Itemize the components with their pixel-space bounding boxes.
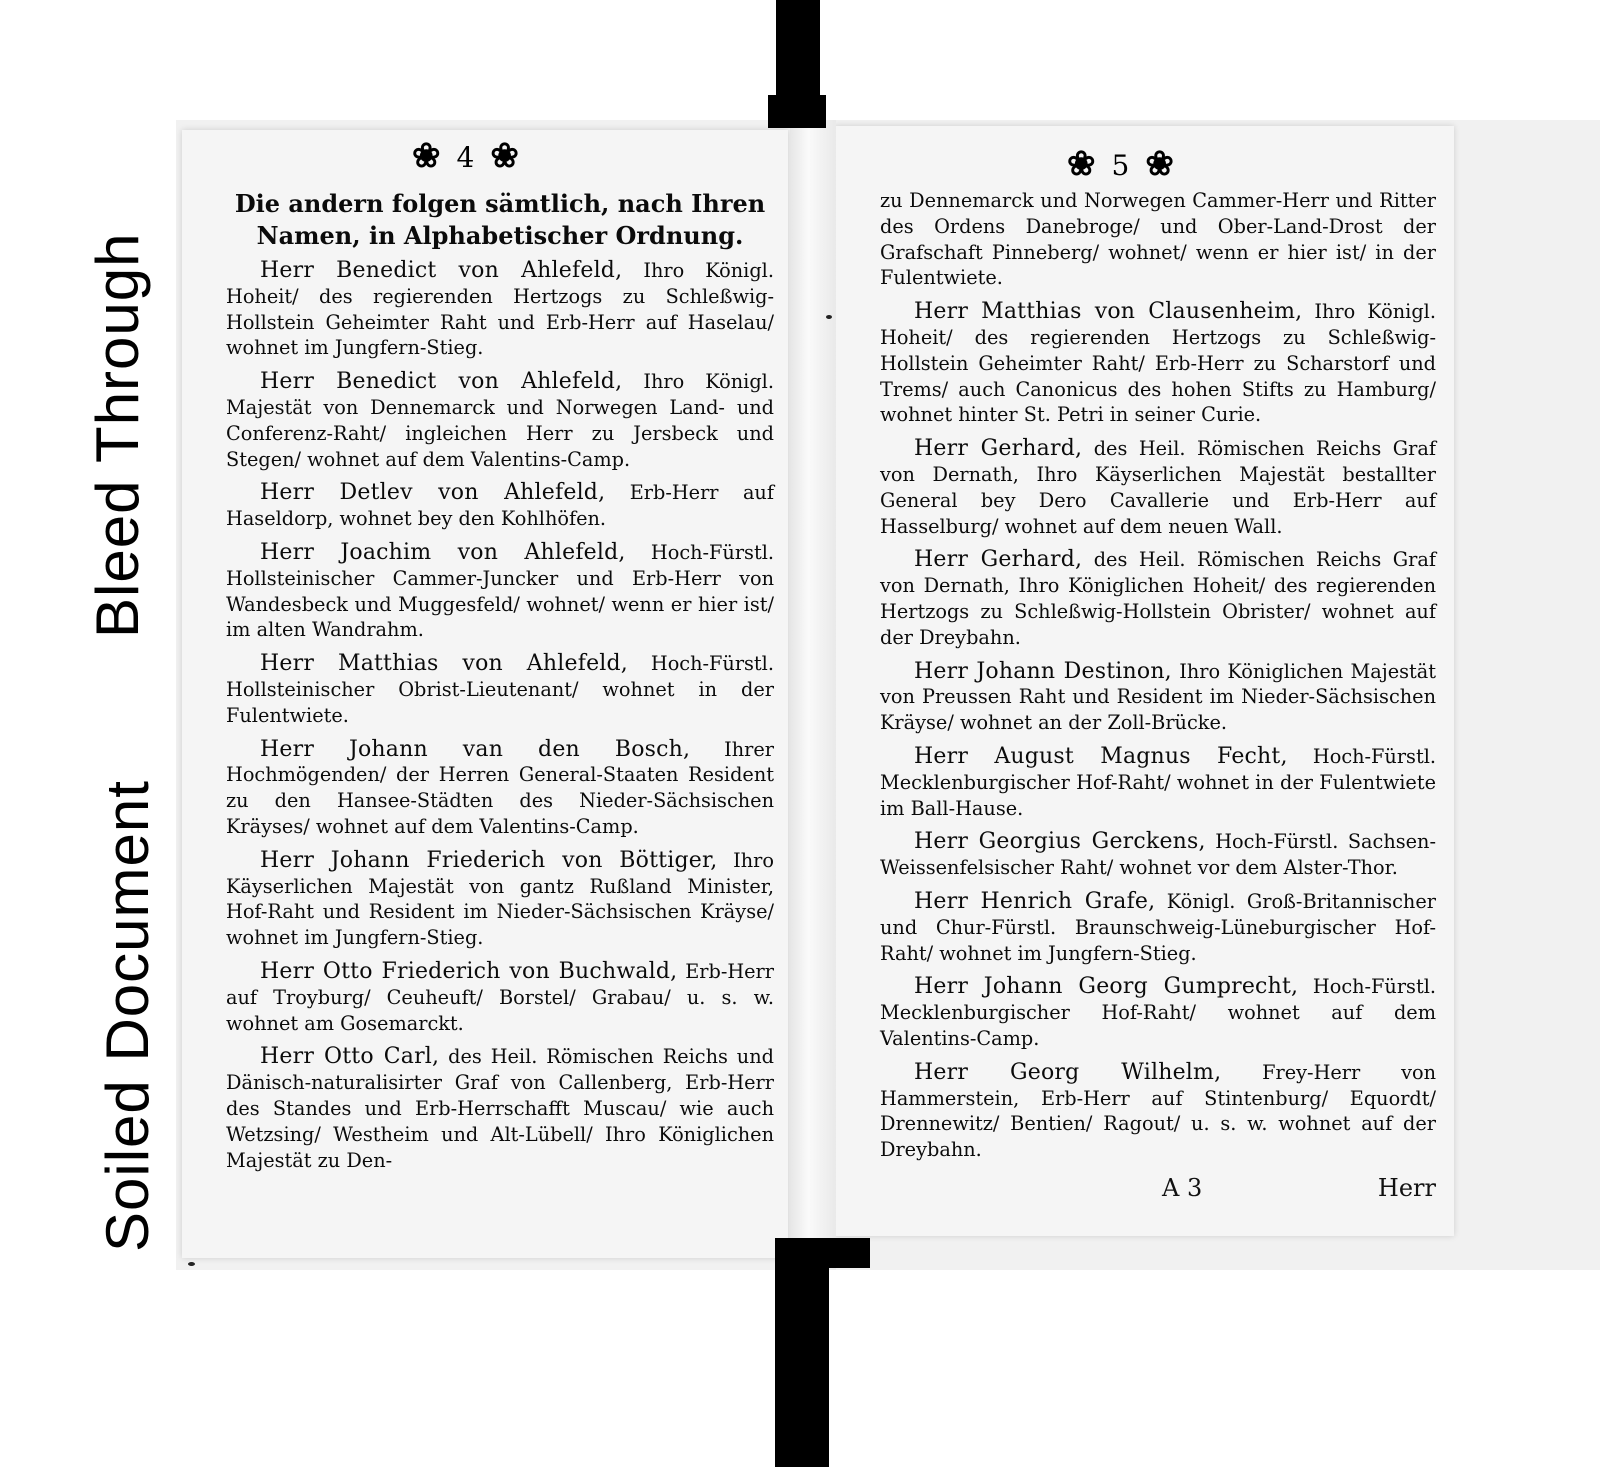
entry xyxy=(880,547,1436,650)
entry xyxy=(880,299,1436,428)
bleed-through-label: Bleed Through xyxy=(84,232,151,638)
entry-text: Hoch-Fürstl. Mecklenburgischer Hof-Raht/ wohnet auf dem Valentins-Camp. xyxy=(880,975,1436,1050)
entry-text: des Heil. Römischen Reichs und Dänisch-naturalisirter Graf von Callenberg, Erb-Herr des Standes und Erb-Herrschafft Muscau/ wie auch Wetzsing/ Westheim und Alt-Lübell/ Ihro Königlichen Majestät zu Den- xyxy=(226,1045,774,1172)
entry-name: Herr Johann Destinon, xyxy=(914,658,1172,684)
entry xyxy=(226,258,774,361)
entry-name: Herr Georg Wilhelm, xyxy=(914,1059,1222,1085)
entry xyxy=(226,480,774,532)
entry-text: Ihro Königlichen Majestät von Preussen Raht und Resident im Nieder-Sächsischen Kräyse/ wohnet an der Zoll-Brücke. xyxy=(880,659,1436,735)
entry-name: Herr Otto Friederich von Buchwald, xyxy=(260,958,678,984)
entry-text: Ihro Käyserlichen Majestät von gantz Rußland Minister, Hof-Raht und Resident im Nieder-Sächsischen Kräyse/ wohnet im Jungfern-Stieg. xyxy=(226,848,774,950)
left-page-text xyxy=(226,188,774,1181)
entry xyxy=(226,959,774,1036)
left-page-number: 4 xyxy=(456,141,475,174)
entry xyxy=(226,848,774,951)
entry-name: Herr Johann Friederich von Böttiger, xyxy=(260,847,718,873)
entry-text: Hoch-Fürstl. Sachsen-Weissenfelsischer Raht/ wohnet vor dem Alster-Thor. xyxy=(880,830,1436,880)
entry-name: Herr Benedict von Ahlefeld, xyxy=(260,369,623,395)
signature-mark: A 3 xyxy=(1162,1174,1203,1202)
entry xyxy=(880,974,1436,1051)
entry-name: Herr August Magnus Fecht, xyxy=(914,743,1288,769)
entry xyxy=(226,737,774,840)
entry-text: Frey-Herr von Hammerstein, Erb-Herr auf Stintenburg/ Equordt/ Drennewitz/ Bentien/ Ragout/ u. s. w. wohnet auf der Dreybahn. xyxy=(880,1060,1436,1162)
entry xyxy=(880,659,1436,736)
entry-text: Erb-Herr auf Haseldorp, wohnet bey den Kohlhöfen. xyxy=(226,481,774,531)
entry-text: des Heil. Römischen Reichs Graf von Dernath, Ihro Käyserlichen Majestät bestallter General bey Dero Cavallerie und Erb-Herr auf Hasselburg/ wohnet auf dem neuen Wall. xyxy=(880,437,1436,538)
entry-name: Herr Matthias von Ahlefeld, xyxy=(260,651,628,677)
entry-text: Ihro Königl. Hoheit/ des regierenden Hertzogs zu Schleßwig-Hollstein Geheimter Raht/ Erb-Herr zu Scharstorf und Trems/ auch Canonicus des hohen Stifts zu Hamburg/ wohnet hinter St. Petri in seiner Curie. xyxy=(880,300,1436,427)
entry-name: Herr Otto Carl, xyxy=(260,1044,440,1070)
entry-name: Herr Georgius Gerckens, xyxy=(914,829,1206,855)
top-binding-clip-base xyxy=(768,95,826,128)
soil-speck xyxy=(826,315,832,319)
left-page-header xyxy=(412,136,519,176)
entry-name: Herr Gerhard, xyxy=(914,436,1083,462)
entry-text: Königl. Groß-Britannischer und Chur-Fürstl. Braunschweig-Lüneburgischer Hof-Raht/ wohnet im Jungfern-Stieg. xyxy=(880,889,1436,965)
entry-text: des Heil. Römischen Reichs Graf von Dernath, Ihro Königlichen Hoheit/ des regierenden Hertzogs zu Schleßwig-Hollstein Obrister/ wohnet auf der Dreybahn. xyxy=(880,548,1436,649)
entry-name: Herr Gerhard, xyxy=(914,547,1083,573)
entry-name: Herr Detlev von Ahlefeld, xyxy=(260,480,606,506)
ornament-icon: ❀ xyxy=(1145,144,1174,184)
entry xyxy=(226,369,774,472)
entry xyxy=(880,436,1436,539)
book-gutter xyxy=(790,120,836,1270)
catchword: Herr xyxy=(1377,1174,1436,1202)
entry-text: Hoch-Fürstl. Mecklenburgischer Hof-Raht/ wohnet in der Fulentwiete im Ball-Hause. xyxy=(880,744,1436,820)
entry-text: Ihrer Hochmögenden/ der Herren General-Staaten Resident zu den Hansee-Städten des Nieder-Sächsischen Kräyses/ wohnet auf dem Valentins-Camp. xyxy=(226,737,774,838)
entry-name: Herr Henrich Grafe, xyxy=(914,888,1156,914)
entry-text: Hoch-Fürstl. Hollsteinischer Cammer-Juncker und Erb-Herr von Wandesbeck und Muggesfeld/ wohnet/ wenn er hier ist/ im alten Wandrahm. xyxy=(226,540,774,642)
entry-text: Ihro Königl. Hoheit/ des regierenden Hertzogs zu Schleßwig-Hollstein Geheimter Raht und Erb-Herr auf Haselau/ wohnet im Jungfern-Stieg. xyxy=(226,259,774,360)
entry-name: Herr Johann van den Bosch, xyxy=(260,736,691,762)
bottom-binding-clip-base xyxy=(780,1238,870,1268)
entry xyxy=(226,540,774,643)
right-page-header xyxy=(1067,144,1174,184)
ornament-icon: ❀ xyxy=(490,136,519,176)
bottom-binding-clip xyxy=(775,1238,829,1467)
side-label-area xyxy=(0,0,170,1467)
soil-speck xyxy=(188,1262,195,1266)
entry xyxy=(226,651,774,728)
entry xyxy=(880,889,1436,966)
entry-text: Ihro Königl. Majestät von Dennemarck und Norwegen Land- und Conferenz-Raht/ ingleichen Herr zu Jersbeck und Stegen/ wohnet auf dem Valentins-Camp. xyxy=(226,370,774,471)
entry-text: Erb-Herr auf Troyburg/ Ceuheuft/ Borstel/ Grabau/ u. s. w. wohnet am Gosemarckt. xyxy=(226,959,774,1035)
left-page-heading: Die andern folgen sämtlich, nach Ihren Namen, in Alphabetischer Ordnung. xyxy=(234,189,766,250)
continuation-text: zu Dennemarck und Norwegen Cammer-Herr und Ritter des Ordens Danebroge/ und Ober-Land-Drost der Grafschaft Pinneberg/ wohnet/ wenn er hier ist/ in der Fulentwiete. xyxy=(880,189,1436,290)
entry-name: Herr Johann Georg Gumprecht, xyxy=(914,974,1299,1000)
entry xyxy=(226,1044,774,1173)
entry-name: Herr Benedict von Ahlefeld, xyxy=(260,258,623,283)
entry xyxy=(880,1060,1436,1163)
entry xyxy=(880,744,1436,821)
ornament-icon: ❀ xyxy=(412,136,441,176)
entry-name: Herr Joachim von Ahlefeld, xyxy=(260,539,626,565)
entry-text: Hoch-Fürstl. Hollsteinischer Obrist-Lieutenant/ wohnet in der Fulentwiete. xyxy=(226,652,774,727)
soiled-document-label: Soiled Document xyxy=(94,780,161,1252)
entry xyxy=(880,829,1436,881)
right-page-text xyxy=(880,188,1436,1171)
right-page-number: 5 xyxy=(1111,149,1130,182)
entry-name: Herr Matthias von Clausenheim, xyxy=(914,299,1303,325)
ornament-icon: ❀ xyxy=(1067,144,1096,184)
